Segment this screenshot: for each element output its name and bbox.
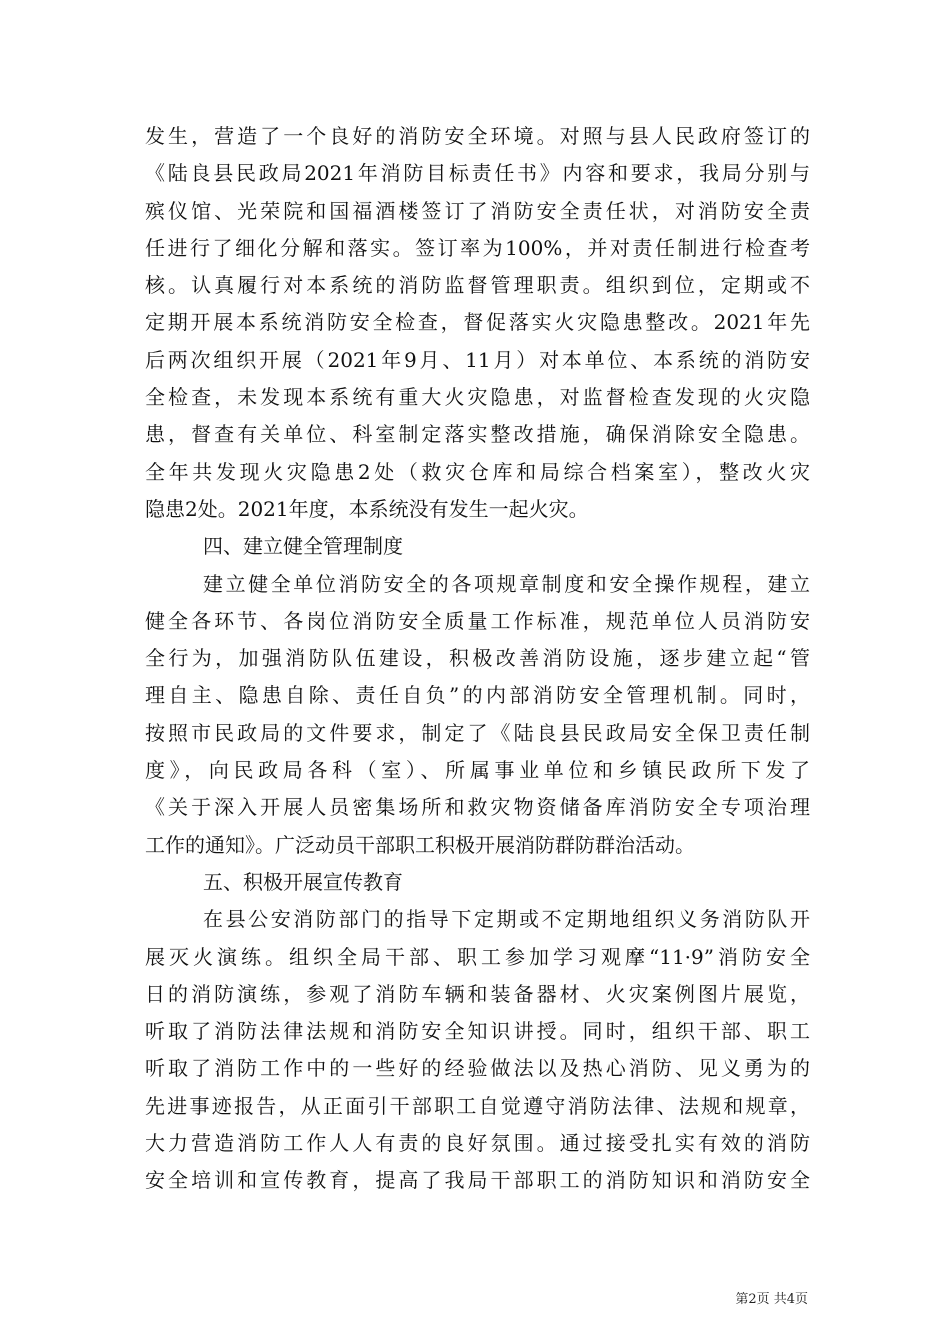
text-line: 全年共发现火灾隐患2处（救灾仓库和局综合档案室），整改火灾 [145,459,810,484]
text-line: 听取了消防法律法规和消防安全知识讲授。同时，组织干部、职工 [145,1019,810,1044]
text-line: 发生，营造了一个良好的消防安全环境。对照与县人民政府签订的 [145,124,810,148]
text-line: 定期开展本系统消防安全检查，督促落实火灾隐患整改。2021年先 [145,310,810,335]
text-line: 五、积极开展宣传教育 [203,869,403,894]
text-line: 大力营造消防工作人人有责的良好氛围。通过接受扎实有效的消防 [145,1131,810,1156]
text-line: 按照市民政局的文件要求，制定了《陆良县民政局安全保卫责任制 [145,720,810,745]
text-line: 工作的通知》。广泛动员干部职工积极开展消防群防群治活动。 [145,832,695,857]
text-line: 展灭火演练。组织全局干部、职工参加学习观摩“11·9”消防安全 [145,944,810,969]
text-line: 《关于深入开展人员密集场所和救灾物资储备库消防安全专项治理 [145,795,810,820]
text-line: 健全各环节、各岗位消防安全质量工作标准，规范单位人员消防安 [145,608,810,633]
text-line: 安全培训和宣传教育，提高了我局干部职工的消防知识和消防安全 [145,1168,810,1193]
text-line: 度》，向民政局各科（室）、所属事业单位和乡镇民政所下发了 [145,758,810,783]
text-line: 先进事迹报告，从正面引干部职工自觉遵守消防法律、法规和规章， [145,1093,810,1118]
text-line: 《陆良县民政局2021年消防目标责任书》内容和要求，我局分别与 [145,161,810,186]
text-line: 隐患2处。2021年度，本系统没有发生一起火灾。 [145,496,589,521]
text-line: 日的消防演练，参观了消防车辆和装备器材、火灾案例图片展览， [145,981,810,1006]
document-body [145,118,810,1200]
text-line: 听取了消防工作中的一些好的经验做法以及热心消防、见义勇为的 [145,1056,810,1081]
text-line: 建立健全单位消防安全的各项规章制度和安全操作规程，建立 [203,571,810,596]
text-line: 在县公安消防部门的指导下定期或不定期地组织义务消防队开 [203,907,810,932]
text-line: 理自主、隐患自除、责任自负”的内部消防安全管理机制。同时， [145,683,810,708]
text-line: 任进行了细化分解和落实。签订率为100%，并对责任制进行检查考 [145,235,810,260]
page-number: 第2页 共4页 [735,1292,808,1307]
text-line: 核。认真履行对本系统的消防监督管理职责。组织到位，定期或不 [145,273,810,298]
text-line: 四、建立健全管理制度 [203,534,403,559]
text-line: 殡仪馆、光荣院和国福酒楼签订了消防安全责任状，对消防安全责 [145,198,810,223]
text-line: 全检查，未发现本系统有重大火灾隐患，对监督检查发现的火灾隐 [145,385,810,410]
text-line: 后两次组织开展（2021年9月、11月）对本单位、本系统的消防安 [145,347,810,372]
text-line: 患，督查有关单位、科室制定落实整改措施，确保消除安全隐患。 [145,422,810,447]
text-line: 全行为，加强消防队伍建设，积极改善消防设施，逐步建立起“管 [145,646,810,671]
